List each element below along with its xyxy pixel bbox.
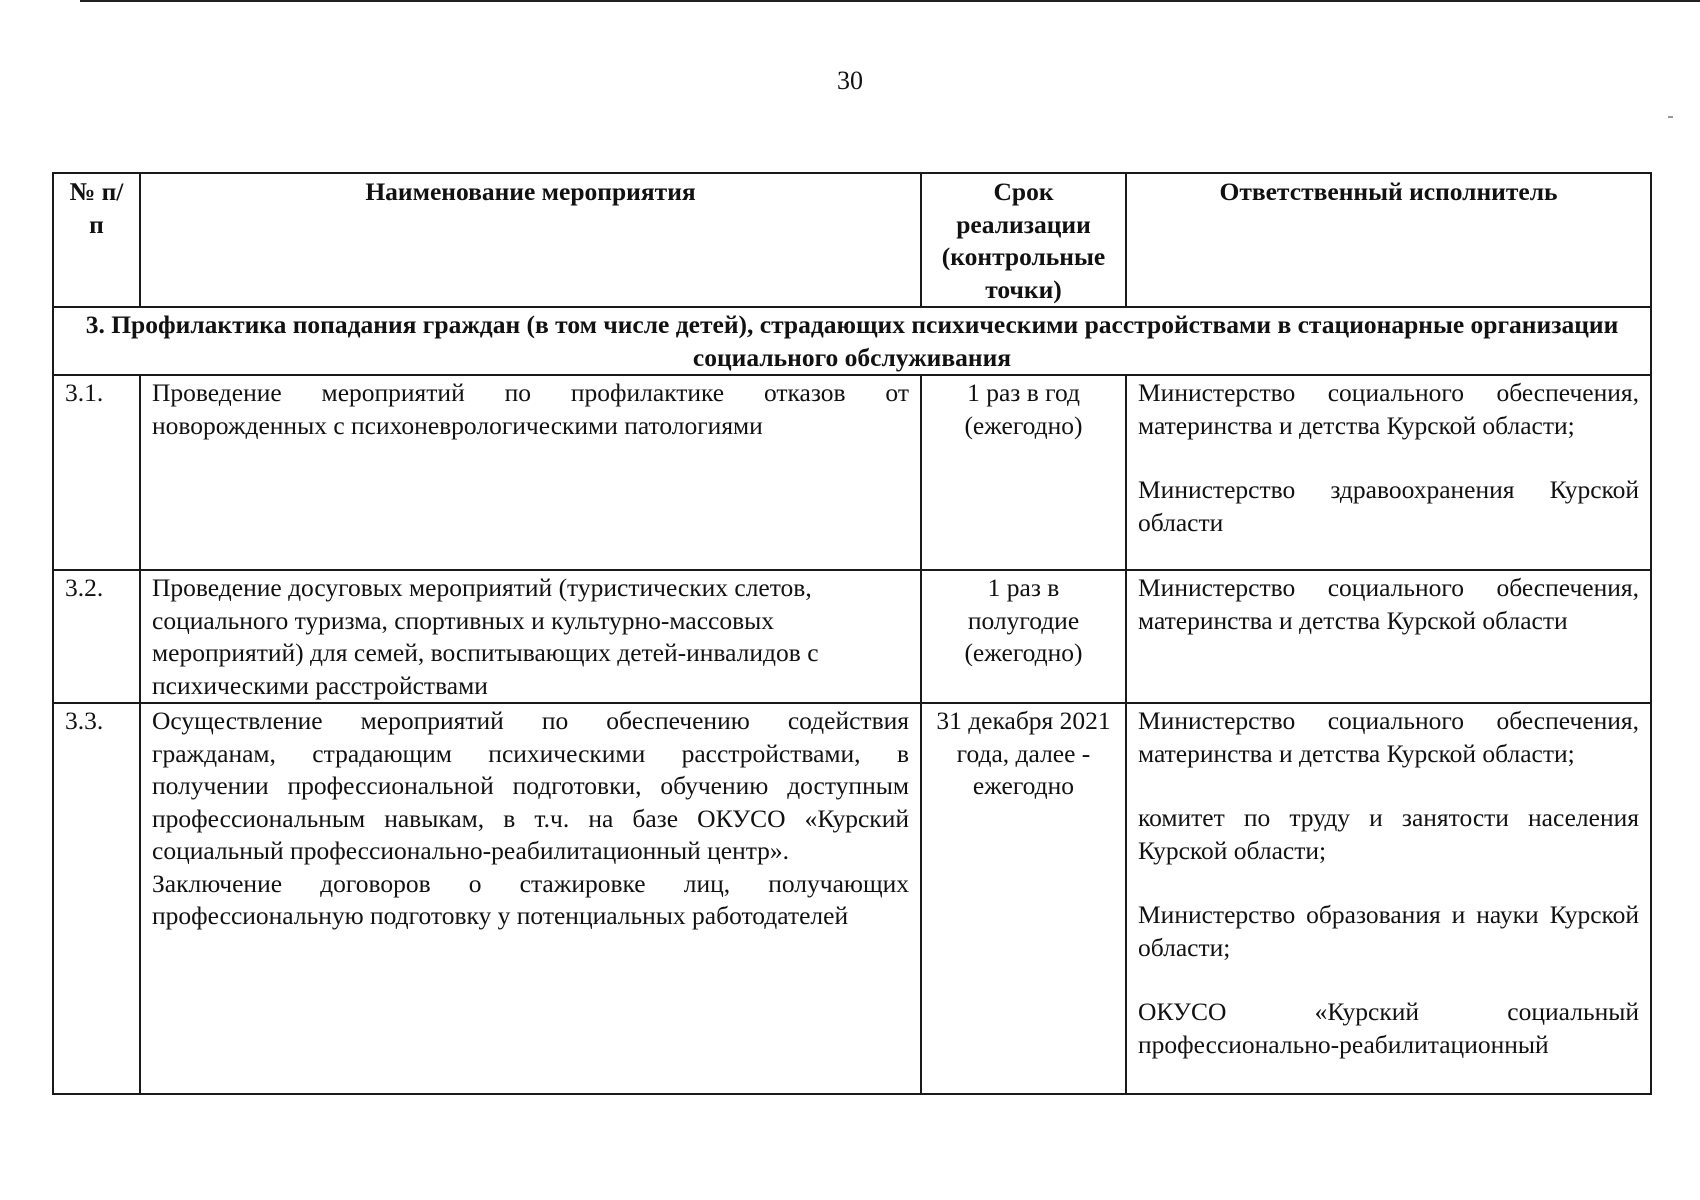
row-executors xyxy=(1126,703,1651,1094)
row-activity xyxy=(140,570,921,703)
executor-entry: Министерство социального обеспечения, материнства и детства Курской области; xyxy=(1138,706,1639,768)
executor-entry: Министерство социального обеспечения, материнства и детства Курской области xyxy=(1138,573,1639,635)
section-title: 3. Профилактика попадания граждан (в том числе детей), страдающих психическими расстройствами в стационарные организации социального обслуживания xyxy=(53,307,1651,375)
table-row xyxy=(53,703,1651,1094)
row-activity xyxy=(140,703,921,1094)
header-executor: Ответственный исполнитель xyxy=(1126,173,1651,307)
row-term: 1 раз в год (ежегодно) xyxy=(921,375,1126,570)
row-executors xyxy=(1126,375,1651,570)
executor-entry: Министерство здравоохранения Курской области xyxy=(1138,475,1639,537)
header-name: Наименование мероприятия xyxy=(140,173,921,307)
executor-entry: Министерство социального обеспечения, материнства и детства Курской области; xyxy=(1138,378,1639,440)
table-header-row xyxy=(53,173,1651,307)
executor-entry: ОКУСО «Курский социальный профессионально-реабилитационный xyxy=(1138,997,1639,1059)
section-row xyxy=(53,307,1651,375)
scan-top-edge xyxy=(80,0,1700,2)
row-term: 31 декабря 2021 года, далее - ежегодно xyxy=(921,703,1126,1094)
row-number: 3.2. xyxy=(53,570,140,703)
table-row xyxy=(53,570,1651,703)
scan-speck xyxy=(1668,116,1673,118)
row-number: 3.1. xyxy=(53,375,140,570)
row-term: 1 раз в полугодие (ежегодно) xyxy=(921,570,1126,703)
header-num: № п/п xyxy=(53,173,140,307)
row-number: 3.3. xyxy=(53,703,140,1094)
activity-paragraph: Проведение досуговых мероприятий (туристических слетов, социального туризма, спортивных и культурно-массовых мероприятий) для семей, воспитывающих детей-инвалидов с психическими расстройствами xyxy=(152,573,819,700)
activity-paragraph: Осуществление мероприятий по обеспечению содействия гражданам, страдающим психическими расстройствами, в получении профессиональной подготовки, обучению доступным профессиональным навыкам, в т.ч. на базе ОКУСО «Курский социальный профессионально-реабилитационный центр». xyxy=(152,706,909,865)
executor-entry: комитет по труду и занятости населения Курской области; xyxy=(1138,803,1639,865)
page-number: 30 xyxy=(837,66,863,95)
header-term: Срок реализации (контрольные точки) xyxy=(921,173,1126,307)
row-executors xyxy=(1126,570,1651,703)
row-activity xyxy=(140,375,921,570)
table-row xyxy=(53,375,1651,570)
activity-paragraph: Заключение договоров о стажировке лиц, получающих профессиональную подготовку у потенциальных работодателей xyxy=(152,868,909,930)
executor-entry: Министерство образования и науки Курской области; xyxy=(1138,900,1639,962)
activity-paragraph: Проведение мероприятий по профилактике отказов от новорожденных с психоневрологическими патологиями xyxy=(152,378,909,440)
activities-table xyxy=(52,172,1652,1095)
